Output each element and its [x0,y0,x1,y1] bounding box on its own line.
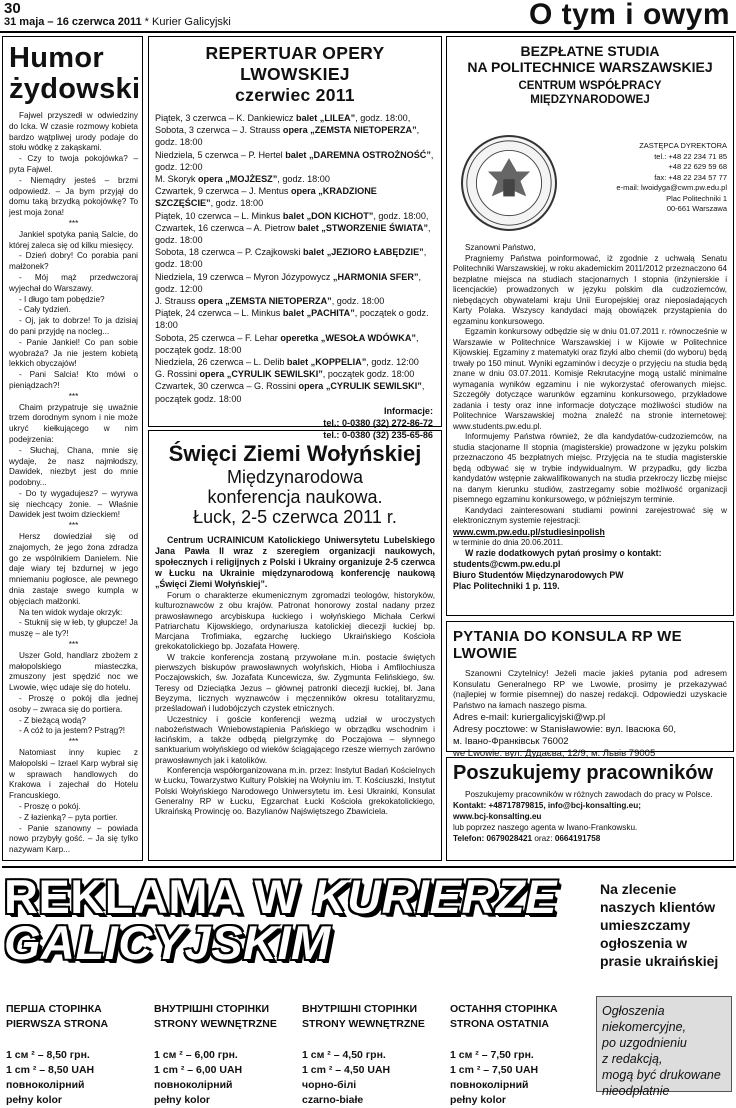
studies-sub2: MIĘDZYNARODOWEJ [530,94,650,106]
humor-paragraph: *** [68,640,79,650]
studies-box [446,36,734,616]
humor-paragraph: *** [68,521,79,531]
studies-title2: NA POLITECHNICE WARSZAWSKIEJ [467,59,713,75]
humor-text [3,105,142,856]
ad-price-title-ua: ПЕРША СТОРІНКА [6,1003,102,1015]
consul-addr3: we Lwowie: вул. Дудаєва, 12/9, м. Львів 79005 [453,748,656,760]
ad-price-line: pełny kolor [6,1094,63,1106]
opera-entry: Czwartek, 9 czerwca – J. Mentus opera „KRADZIONE SZCZĘŚCIE”, godz. 18:00 [155,186,377,209]
humor-paragraph: - Mój mąż przedwczoraj wyjechał do Warszawy. [9,272,138,293]
humor-paragraph: - A cóż to ja jestem? Pstrąg?! [19,726,126,736]
jobs-tel2: 0664191758 [554,834,601,843]
humor-paragraph: - Panie Jankiel! Co pan sobie wyobraża? Ja nie jestem kobietą lekkich obyczajów! [9,337,138,369]
humor-paragraph: *** [68,737,79,747]
opera-entry: Piątek, 3 czerwca – K. Dankiewicz balet „LILEA”, godz. 18:00, [155,113,411,123]
consul-title: PYTANIA DO KONSULA RP WE LWOWIE [453,628,682,662]
conference-paragraph: W trakcie konferencja zostaną przywołane m.in. postacie świętych pierwszych biskupów prawosławnych wołyńskich, Hioba i Amfilochiusza Poczajowskich, św. Jozafata Kuncewicza, św. Zygmunta Felińskiego, św. Teresy od Dzieciątka Jezus – głównej patronki diecezji łuckiej, bł. Jana Beyzyma, licznych wyznawców i męczenników okresu totalitaryzmu, prześladowań i ludobójczych czystek etnicznych. [155,651,435,714]
ad-price-column [450,1002,558,1108]
humor-paragraph: *** [68,391,79,401]
studies-deadline: w terminie do dnia 20.06.2011. [453,537,564,547]
jobs-agent: lub poprzez naszego agenta w Iwano-Frankowsku. [453,823,638,832]
ad-offer-line: naszych klientów [600,899,716,915]
ad-headline-1b: KURIERZE [312,870,557,923]
opera-entry: M. Skoryk opera „MOJŻESZ”, godz. 18:00 [155,174,330,185]
studies-paragraph: Kandydaci zainteresowani studiami powinni zarejestrować się w elektronicznym systemie rejestracji: [453,505,727,525]
humor-paragraph: - Do ty wygadujesz? – wyrywa się niechcący żonie. – Właśnie Dawidek jest twoim dzieckiem! [9,488,138,520]
ad-offer-line: umieszczamy [600,917,691,933]
ad-notice-line: z redakcją, [602,1052,663,1066]
ad-price-line: pełny kolor [450,1094,507,1106]
opera-entry: Niedziela, 19 czerwca – Myron Józypowycz „HARMONIA SFER”, godz. 12:00 [155,271,421,294]
opera-title-line1: REPERTUAR OPERY LWOWSKIEJ [205,43,385,84]
humor-paragraph: - Cały tydzień. [19,305,71,315]
conference-paragraph: Uczestnicy i goście konferencji wezmą udział w uroczystych nabożeństwach Wniebowstąpienia Pańskiego w obrządku wschodnim i łacińskim, a także odbędą pielgrzymkę do Poczajowa – słynnego sanktuarium wołyńskiego od wieków ściągającego rzesze wiernych zarówno prawosławnych jak i katolików. [155,713,435,765]
ad-price-column [6,1002,108,1108]
consul-text: Szanowni Czytelnicy! Jeżeli macie jakieś pytania pod adresem Konsulatu Generalnego RP we Lwowie, prosimy je przekazywać (najlepiej w formie pisemnej) do naszej redakcji. Odpowiedzi uzyskacie Państwo na łamach naszego pisma. [453,668,727,710]
opera-entry: Sobota, 25 czerwca – F. Lehar operetka „WESOŁA WDÓWKA”, początek godz. 18:00 [155,332,419,355]
opera-entry: Sobota, 18 czerwca – P. Czajkowski balet „JEZIORO ŁABĘDZIE”, godz. 18:00 [155,247,427,270]
issue-date: 31 maja – 16 czerwca 2011 [4,16,142,28]
consul-addr2: м. Івано-Франківськ 76002 [453,736,569,748]
studies-contact-line: +48 22 629 59 68 [668,162,727,171]
humor-paragraph: - Proszę o pokój dla jednej osoby – zwraca się do portiera. [9,694,138,714]
opera-entry: J. Strauss opera „ZEMSTA NIETOPERZA”, godz. 18:00 [155,296,385,307]
conference-sub3: Łuck, 2-5 czerwca 2011 r. [193,507,397,527]
conference-body [149,527,441,817]
studies-greeting: Szanowni Państwo, [465,243,536,252]
humor-paragraph: Hersz dowiedział się od znajomych, że jego żona zdradza go ze wspólnikiem Danielem. Nie daje wiary tej bzdurnej w jego mniemaniu pogłosce, ale pewnego dnia zastaje swego kumpla w objęciach małżonki. [9,532,138,606]
opera-entry: Czwartek, 16 czerwca – A. Pietrow balet „STWORZENIE ŚWIATA”, godz. 18:00 [155,222,431,246]
opera-tel1: tel.: 0-0380 (32) 272-86-72 [323,418,433,429]
opera-info-label: Informacje: [383,405,433,416]
humor-paragraph: - Z bieżącą wodą? [19,715,86,725]
consul-addr1: Adresy pocztowe: w Stanisławowie: вул. Івасюка 60, [453,724,677,736]
studies-paragraph: Egzamin konkursowy odbędzie się w dniu 01.07.2011 r. równocześnie w Warszawie w Politechnice Warszawskiej i w Kijowie w Politechnice Kijowskiej. Egzaminy z matematyki oraz fizyki albo chemii (do wyboru) będą trwały po 150 minut. Wyniki egzaminów i decyzje o przyjęciu na studia będą znane w dniu 03.07.2011. Komisje Rekrutacyjne mogą ustalić minimalne wymagania wyników egzaminu i nie wykorzystać oferowanych miejsc. Szczegóły dotyczące warunków egzaminu konkursowego, przykładowe zadania i testy oraz inne informacje dotyczące możliwości studiów na Politechnice Warszawskiej można znaleźć na stronie internetowej: www.students.pw.edu.pl. [453,327,727,431]
jobs-body [447,785,733,844]
studies-address: Plac Politechniki 1 p. 119. [453,581,560,591]
humor-paragraph: Jankiel spotyka panią Salcie, do której zaleca się od kilku miesięcy. [9,229,138,250]
studies-contact-line: fax: +48 22 234 57 77 [654,172,727,182]
jobs-intro: Poszukujemy pracowników w różnych zawodach do pracy w Polsce. [465,790,713,799]
studies-paragraph: Pragniemy Państwa poinformować, iż zgodnie z uchwałą Senatu Politechniki Warszawskiej, w roku akademickim 2011/2012 przeznaczono 64 bezpłatne miejsca na studiach stacjonarnych I stopnia (inżynierskie i licencjackie) prowadzonych w języku polskim dla cudzoziemców, niebędących obywatelami kraju Unii Europejskiej oraz nieposiadających Karty Polaka. Wszyscy kandydaci mają obowiązek przystąpienia do egzaminu konkursowego. [453,253,727,326]
jobs-box [446,757,734,861]
ad-price-title-pl: STRONY WEWNĘTRZNE [302,1018,425,1030]
ad-price-line: 1 см ² – 8,50 грн. [6,1049,90,1061]
ad-price-line: 1 см ² – 6,00 грн. [154,1049,238,1061]
ad-price-title-pl: STRONA OSTATNIA [450,1018,549,1030]
studies-email[interactable]: students@cwm.pw.edu.pl [453,559,561,569]
humor-paragraph: - Pani Salcia! Kto mówi o pieniądzach?! [9,370,138,390]
studies-title1: BEZPŁATNE STUDIA [520,43,660,59]
opera-title-line2: czerwiec 2011 [235,85,355,105]
studies-title [447,37,733,75]
section-title: O tym i owym [528,0,730,31]
humor-paragraph: Chaim przypatruje się uważnie trzem dorodnym synom i nie może ukryć kiełkującego w nim podejrzenia: [9,402,138,444]
ad-notice-line: po uzgodnieniu [602,1036,687,1050]
studies-subtitle [447,75,733,107]
jobs-tel1: 0679028421 [486,834,533,843]
ad-headline-1a: REKLAMA W [4,870,313,923]
ad-headline [4,870,557,969]
consul-addresses [447,710,733,760]
ad-price-line: 1 см ² – 7,50 грн. [450,1049,534,1061]
paper-name: * Kurier Galicyjski [141,16,231,28]
ad-price-line: чорно-білі [302,1079,357,1091]
conference-title: Święci Ziemi Wołyńskiej [168,441,422,466]
studies-more: W razie dodatkowych pytań prosimy o kontakt: [465,548,662,558]
ad-price-column [154,1002,277,1108]
ad-notice-line: nieodpłatnie [602,1084,670,1098]
studies-link[interactable]: www.cwm.pw.edu.pl/studiesinpolish [453,526,605,537]
ad-price-title-pl: STRONY WEWNĘTRZNE [154,1018,277,1030]
studies-contact [616,141,727,215]
ad-headline-2: GALICYJSKIM [4,916,331,969]
ad-price-title-pl: PIERWSZA STRONA [6,1018,109,1030]
ad-price-gap [302,1038,425,1048]
humor-box [2,36,143,861]
opera-entry: Sobota, 3 czerwca – J. Strauss opera „ZEMSTA NIETOPERZA”, godz. 18:00 [155,125,420,148]
jobs-contact: Kontakt: +48717879815, info@bcj-konsalting.eu; [453,801,641,810]
ad-notice-line: mogą być drukowane [602,1068,721,1082]
humor-title: Humor żydowski [9,42,141,105]
conference-paragraph: Forum o charakterze ekumenicznym zgromadzi teologów, historyków, kulturoznawców z obu krajów. Patronat honorowy zostal nadany przez prawosławnego arcybiskupa łuckiego i wołyńskiego Michała Cerkwi Patriarchatu Kijowskiego, ordynariusza katolickiej diecezji łuckiej bp. Marcjana Trofimiaka, egzarchę łuckiego Ukraińskiego Kościoła grekokatolickiego bp. Jozafata Howerę. [155,590,435,652]
opera-tel2: tel.: 0-0380 (32) 235-65-86 [323,430,433,441]
ad-price-title-ua: ВНУТРІШНІ СТОРІНКИ [302,1003,418,1015]
conference-paragraphs [155,590,435,817]
humor-paragraph: Uszer Gold, handlarz zbożem z małopolskiego miasteczka, zmuszony jest spędzić noc we Lwowie, więc udaje się do hotelu. [9,650,138,693]
ad-notice-line: niekomercyjne, [602,1020,687,1034]
ad-price-line: czarno-białe [302,1094,364,1106]
studies-contact-line: 00-661 Warszawa [666,204,727,213]
studies-contact-line: ZASTĘPCA DYREKTORA [639,141,727,150]
opera-entry: Niedziela, 26 czerwca – L. Delib balet „KOPPELIA”, godz. 12:00 [155,357,419,368]
ad-price-gap [154,1038,277,1048]
jobs-web[interactable]: www.bcj-konsalting.eu [453,812,542,821]
humor-paragraph: Fajwel przyszedł w odwiedziny do Icka. W czasie rozmowy kobieta bardzo wątpliwej urody podaje do stołu wódkę z zakąskami. [9,111,138,153]
ad-price-line: повноколірний [154,1079,233,1091]
humor-paragraph: - Proszę o pokój. [19,802,81,811]
humor-paragraph: - Z łazienką? – pyta portier. [19,812,118,822]
ad-price-gap [6,1038,108,1048]
conference-box [148,430,442,861]
ad-price-title-ua: ВНУТРІШНІ СТОРІНКИ [154,1003,270,1015]
ad-price-line: 1 cm ² – 7,50 UAH [450,1064,539,1076]
studies-sub1: CENTRUM WSPÓŁPRACY [518,80,662,92]
header-rule [0,31,736,33]
consul-box [446,621,734,760]
humor-paragraph: - Panie szanowny – powiada nowo przybyły gość. – Ja się tylko nazywam Karp... [9,823,138,855]
university-seal-icon [461,135,557,231]
humor-paragraph: - Dzień dobry! Co porabia pani małżonek? [9,251,138,272]
humor-paragraph: - I długo tam pobędzie? [19,294,105,304]
opera-title [149,37,441,106]
ad-price-line: pełny kolor [154,1094,211,1106]
humor-paragraph: - Niemądry jesteś – brzmi odpowiedź. – Ja bym przyjął do domu taką brzydką pokojówkę? To jest moja żona! [9,175,138,218]
conference-paragraph: Konferencja współorganizowana m.in. przez: Instytut Badań Kościelnych w Łucku, Towarzystwo Kultury Polskiej na Wołyniu im. T. Kościuszki, Instytut Polski Wołyńskiego Narodowego Uniwersytetu im. Łesi Ukrainki, Konsulat Generalny RP w Łucku, Egzarchat Łucki Kościoła grekokatolickiego, Ukraińską Prowincję oo. Bazylianów Najświętszego Zbawiciela. [155,765,435,817]
conference-lead: Centrum UCRAINICUM Katolickiego Uniwersytetu Lubelskiego Jana Pawła II wraz z szeregiem organizacji naukowych, społecznych i religijnych z Polski i Ukrainy organizuje 2-5 czerwca w Łucku na Ukrainie międzynarodową konferencję naukową „Święci Ziemi Wołyńskiej”. [155,535,435,589]
humor-paragraph: *** [68,218,79,228]
ad-price-line: 1 cm ² – 4,50 UAH [302,1064,391,1076]
opera-entry: Piątek, 24 czerwca – L. Minkus balet „PACHITA”, początek o godz. 18:00 [155,308,429,331]
humor-paragraph: - Słuchaj, Chana, mnie się wydaje, że nasz najmłodszy, Dawidek, niezbyt jest do mnie podobny... [9,445,138,488]
studies-paragraph: Informujemy Państwa również, że dla kandydatów-cudzoziemców, na studia stacjonarne II stopnia (magisterskie) prowadzone w języku polskim przeznaczono 45 bezpłatnych miejsc. Przyjęcia na te studia magisterskie będą odbywać się w trybie indywidualnym. W przypadku, gdy liczba kandydatów wstępnie zakwalifikowanych na studia przekroczy liczbę miejsc na danym kierunku studiów, zastrzegamy sobie możliwość organizacji pisemnego egzaminu konkursowego, w późniejszym terminie. [453,432,727,504]
ad-price-title-ua: ОСТАННЯ СТОРІНКА [450,1003,558,1015]
humor-paragraph: - Oj, jak to dobrze! To ja dzisiaj do pani przyjdę na nocleg... [9,316,138,336]
ad-notice-line: Ogłoszenia [602,1004,665,1018]
humor-paragraph: - Czy to twoja pokojówka? – pyta Fajwel. [9,154,138,174]
opera-entry: Czwartek, 30 czerwca – G. Rossini opera „CYRULIK SEWILSKI”, początek godz. 18:00 [155,381,425,404]
humor-paragraph: Na ten widok wydaje okrzyk: [19,607,123,617]
humor-paragraph: - Stuknij się w łeb, ty głupcze! Ja muszę – ale ty?! [9,618,138,639]
ad-offer-text [600,880,718,970]
ad-section [2,866,736,1105]
studies-contact-line: tel.: +48 22 234 71 85 [654,151,727,161]
studies-paragraphs [453,254,727,527]
conference-sub1: Międzynarodowa [226,467,364,487]
ad-notice [596,996,732,1098]
consul-body [447,662,733,710]
opera-box [148,36,442,441]
ad-offer-line: ogłoszenia w [600,935,688,951]
opera-list [149,106,441,405]
humor-paragraph: Natomiast inny kupiec z Małopolski – Izrael Karp wybrał się w sprawach handlowych do Krakowa i zajechał do Hotelu Francuskiego. [9,748,138,801]
conference-sub2: konferencja naukowa. [207,487,383,507]
ad-price-line: 1 см ² – 4,50 грн. [302,1049,386,1061]
opera-entry: Niedziela, 5 czerwca – P. Hertel balet „DAREMNA OSTROŻNOŚĆ”, godz. 12:00 [155,149,434,172]
ad-price-line: повноколірний [6,1079,85,1091]
jobs-title: Poszukujemy pracowników [453,762,714,784]
studies-contact-line: Plac Politechniki 1 [666,193,727,203]
studies-contact-line[interactable]: e-mail: lwoidyga@cwm.pw.edu.pl [616,183,727,192]
ad-price-column [302,1002,425,1108]
ad-offer-line: prasie ukraińskiej [600,953,719,969]
seal-ring-icon [463,137,555,229]
page-number: 30 [4,0,21,17]
opera-entry: Piątek, 10 czerwca – L. Minkus balet „DON KICHOT”, godz. 18:00, [155,210,429,221]
jobs-phones: Telefon: 0679028421 oraz: 0664191758 [453,834,601,843]
ad-price-line: 1 cm ² – 6,00 UAH [154,1064,243,1076]
ad-price-gap [450,1038,558,1048]
studies-office: Biuro Studentów Międzynarodowych PW [453,570,624,580]
ad-offer-line: Na zlecenie [600,881,677,897]
ad-price-line: 1 cm ² – 8,50 UAH [6,1064,95,1076]
issue-date-line [4,16,231,28]
consul-email[interactable]: Adres e-mail: kuriergalicyjski@wp.pl [453,712,606,724]
ad-price-line: повноколірний [450,1079,529,1091]
opera-entry: G. Rossini opera „CYRULIK SEWILSKI”, początek godz. 18:00 [155,369,415,380]
studies-body [453,243,727,592]
